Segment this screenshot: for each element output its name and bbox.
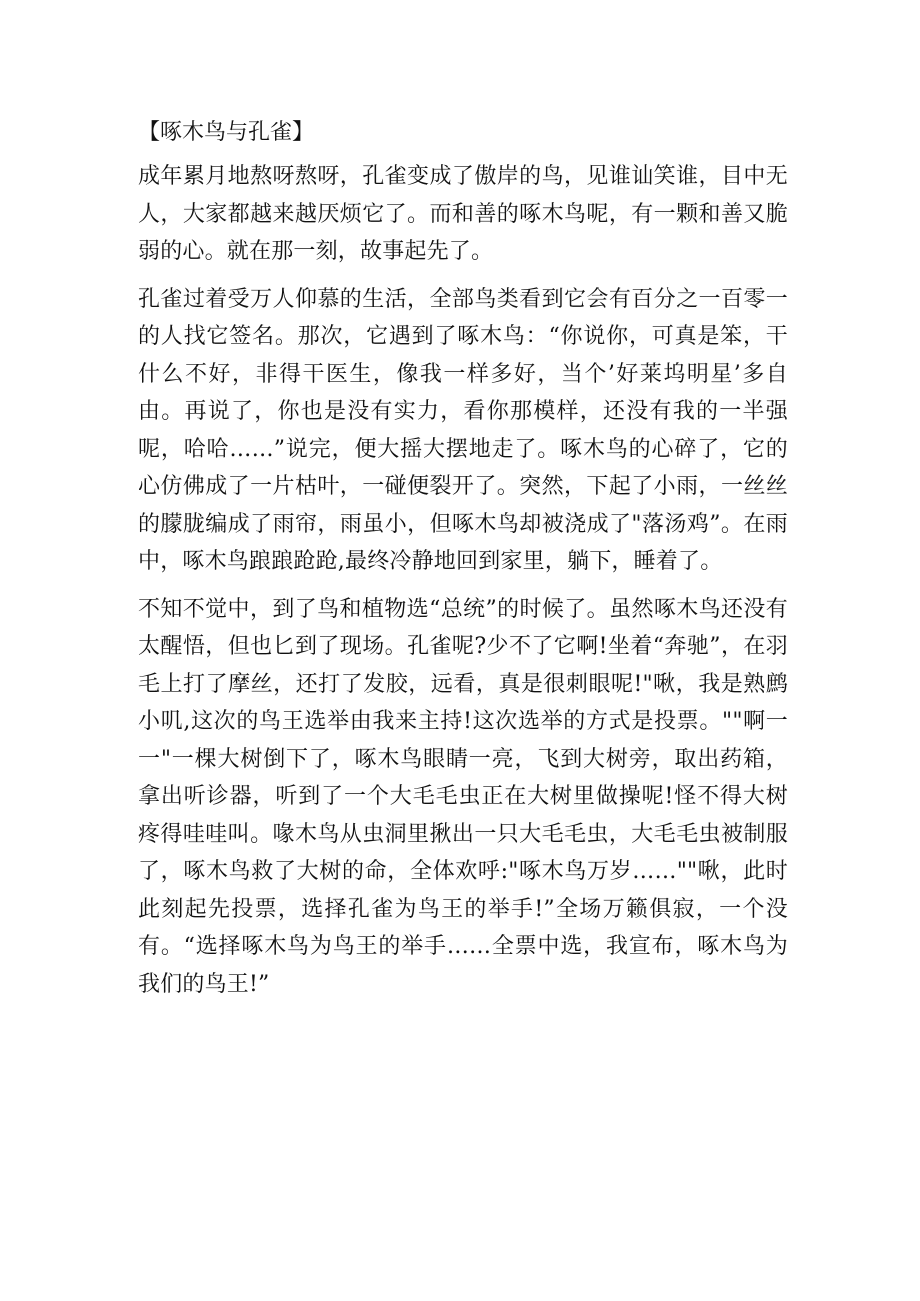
paragraph-3: 不知不觉中，到了鸟和植物选“总统”的时候了。虽然啄木鸟还没有太醒悟，但也匕到了现场。孔雀呢?少不了它啊!坐着“奔驰”，在羽毛上打了摩丝，还打了发胶，远看，真是很刺眼呢!"啾，我是熟鹧小叽,这次的鸟王选举由我来主持!这次选举的方式是投票。""啊一一"一棵大树倒下了，啄木鸟眼睛一亮，飞到大树旁，取出药箱，拿出听诊器，听到了一个大毛毛虫正在大树里做操呢!怪不得大树疼得哇哇叫。喙木鸟从虫洞里揪出一只大毛毛虫，大毛毛虫被制服了，啄木鸟救了大树的命，全体欢呼:"啄木鸟万岁……""啾，此时此刻起先投票，选择孔雀为鸟王的举手!”全场万籁俱寂，一个没有。“选择啄木鸟为鸟王的举手……全票中选，我宣布，啄木鸟为我们的鸟王!” xyxy=(138,596,788,997)
document-body xyxy=(138,118,788,1013)
paragraph-2: 孔雀过着受万人仰慕的生活，全部鸟类看到它会有百分之一百零一的人找它签名。那次，它遇到了啄木鸟：“你说你，可真是笨，干什么不好，非得干医生，像我一样多好，当个’好莱坞明星’多自由。再说了，你也是没有实力，看你那模样，还没有我的一半强呢，哈哈……”说完，便大摇大摆地走了。啄木鸟的心碎了，它的心仿佛成了一片枯叶，一碰便裂开了。突然，下起了小雨，一丝丝的朦胧编成了雨帘，雨虽小，但啄木鸟却被浇成了"落汤鸡”。在雨中，啄木鸟踉踉跄跄,最终冷静地回到家里，躺下，睡着了。 xyxy=(138,286,788,574)
paragraph-1: 成年累月地熬呀熬呀，孔雀变成了傲岸的鸟，见谁讪笑谁，目中无人，大家都越来越厌烦它了。而和善的啄木鸟呢，有一颗和善又脆弱的心。就在那一刻，故事起先了。 xyxy=(138,164,788,264)
document-title: 【啄木鸟与孔雀】 xyxy=(138,120,315,145)
